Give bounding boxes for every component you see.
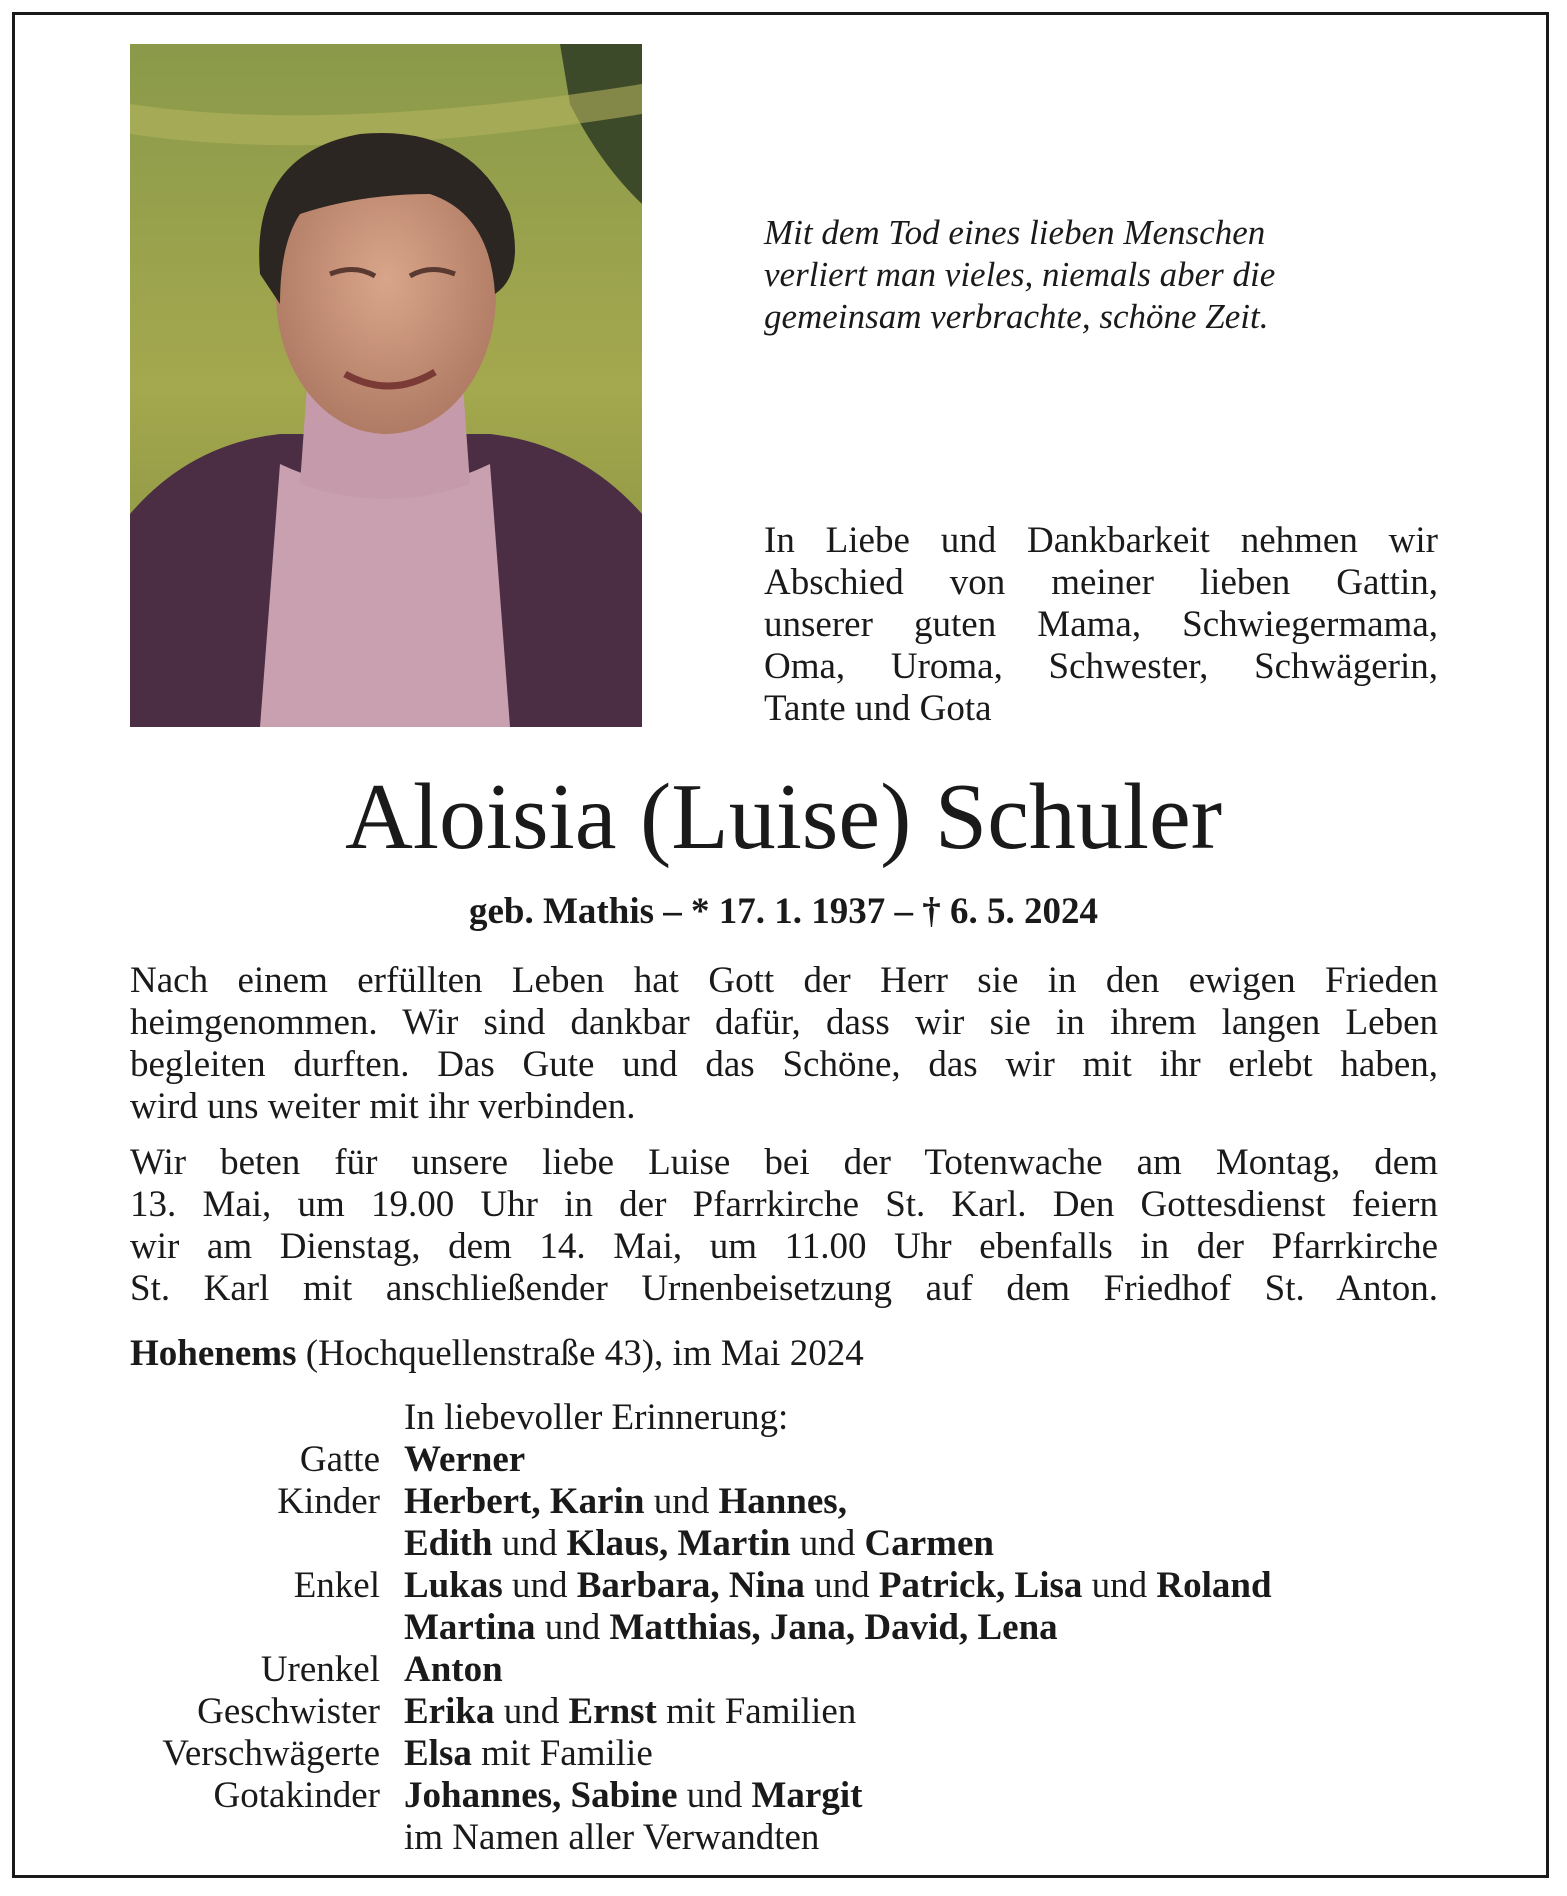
paragraph-line: 13. Mai, um 19.00 Uhr in der Pfarrkirche St. Karl. Den Gottesdienst feiern <box>130 1184 1438 1225</box>
deceased-name: Aloisia (Luise) Schuler <box>344 765 1223 869</box>
quote-line: gemeinsam verbrachte, schöne Zeit. <box>764 297 1269 336</box>
mourner-name: Klaus, Martin <box>566 1523 791 1564</box>
connector: und <box>494 1691 569 1732</box>
mourners-intro: In liebevoller Erinnerung: <box>404 1397 789 1438</box>
connector: mit Familien <box>656 1691 857 1732</box>
mourner-name: Erika <box>404 1691 495 1732</box>
mourner-name: Carmen <box>864 1523 994 1564</box>
birth-death-dates: geb. Mathis – * 17. 1. 1937 – † 6. 5. 2024 <box>469 891 1098 932</box>
connector: und <box>677 1775 752 1816</box>
mourners-list <box>130 1397 1440 1859</box>
place-rest: (Hochquellenstraße 43), im Mai 2024 <box>296 1333 864 1374</box>
connector: und <box>790 1523 865 1564</box>
farewell-text <box>764 520 1438 730</box>
paragraph-line: St. Karl mit anschließender Urnenbeisetzung auf dem Friedhof St. Anton. <box>130 1268 1438 1309</box>
connector: und <box>492 1523 567 1564</box>
paragraph-life <box>130 960 1438 1128</box>
place-town: Hohenems <box>130 1333 297 1374</box>
farewell-line: unserer guten Mama, Schwiegermama, <box>764 604 1438 645</box>
mourner-name: Elsa <box>404 1733 472 1774</box>
mourner-row <box>130 1439 1440 1481</box>
connector: und <box>804 1565 879 1606</box>
quote-line: verliert man vieles, niemals aber die <box>764 255 1276 294</box>
mourner-row <box>130 1523 1440 1565</box>
quote <box>764 212 1404 338</box>
paragraph-service <box>130 1142 1438 1310</box>
connector: mit Familie <box>471 1733 653 1774</box>
mourner-name: Anton <box>404 1649 503 1690</box>
farewell-line: Abschied von meiner lieben Gattin, <box>764 562 1438 603</box>
paragraph-line: wird uns weiter mit ihr verbinden. <box>130 1086 636 1127</box>
mourner-name: Edith <box>404 1523 493 1564</box>
relation-label: Enkel <box>293 1565 380 1606</box>
mourner-name: Herbert, Karin <box>404 1481 645 1522</box>
mourner-row <box>130 1691 1440 1733</box>
mourner-name: Hannes, <box>718 1481 847 1522</box>
mourner-name: Martina <box>404 1607 536 1648</box>
connector: und <box>1082 1565 1157 1606</box>
mourner-name: Werner <box>404 1439 526 1480</box>
relation-label: Verschwägerte <box>162 1733 380 1774</box>
mourners-closing: im Namen aller Verwandten <box>404 1817 820 1858</box>
mourner-name: Barbara, Nina <box>576 1565 805 1606</box>
mourner-name: Johannes, Sabine <box>404 1775 678 1816</box>
connector: und <box>502 1565 577 1606</box>
relation-label: Gatte <box>299 1439 380 1480</box>
paragraph-line: Nach einem erfüllten Leben hat Gott der Herr sie in den ewigen Frieden <box>130 960 1438 1001</box>
paragraph-line: heimgenommen. Wir sind dankbar dafür, dass wir sie in ihrem langen Leben <box>130 1002 1438 1043</box>
relation-label: Geschwister <box>197 1691 380 1732</box>
relation-label: Urenkel <box>260 1649 380 1690</box>
place-date <box>130 1333 864 1375</box>
mourner-row <box>130 1649 1440 1691</box>
mourner-name: Matthias, Jana, David, Lena <box>609 1607 1058 1648</box>
mourner-row <box>130 1775 1440 1817</box>
farewell-line: Tante und Gota <box>764 688 992 729</box>
farewell-line: In Liebe und Dankbarkeit nehmen wir <box>764 520 1438 561</box>
portrait-photo <box>130 44 642 727</box>
mourner-row <box>130 1607 1440 1649</box>
farewell-line: Oma, Uroma, Schwester, Schwägerin, <box>764 646 1438 687</box>
paragraph-line: begleiten durften. Das Gute und das Schöne, das wir mit ihr erlebt haben, <box>130 1044 1438 1085</box>
mourner-name: Roland <box>1156 1565 1272 1606</box>
mourner-name: Ernst <box>568 1691 657 1732</box>
mourners-closing-row <box>130 1817 1440 1859</box>
mourner-row <box>130 1481 1440 1523</box>
relation-label: Gotakinder <box>213 1775 380 1816</box>
mourners-intro-row <box>130 1397 1440 1439</box>
quote-line: Mit dem Tod eines lieben Menschen <box>764 213 1266 252</box>
mourner-name: Lukas <box>404 1565 503 1606</box>
mourner-name: Margit <box>751 1775 863 1816</box>
relation-label: Kinder <box>277 1481 380 1522</box>
mourner-name: Patrick, Lisa <box>878 1565 1083 1606</box>
mourner-row <box>130 1565 1440 1607</box>
connector: und <box>535 1607 610 1648</box>
connector: und <box>644 1481 719 1522</box>
paragraph-line: Wir beten für unsere liebe Luise bei der Totenwache am Montag, dem <box>130 1142 1438 1183</box>
mourner-row <box>130 1733 1440 1775</box>
paragraph-line: wir am Dienstag, dem 14. Mai, um 11.00 Uhr ebenfalls in der Pfarrkirche <box>130 1226 1438 1267</box>
